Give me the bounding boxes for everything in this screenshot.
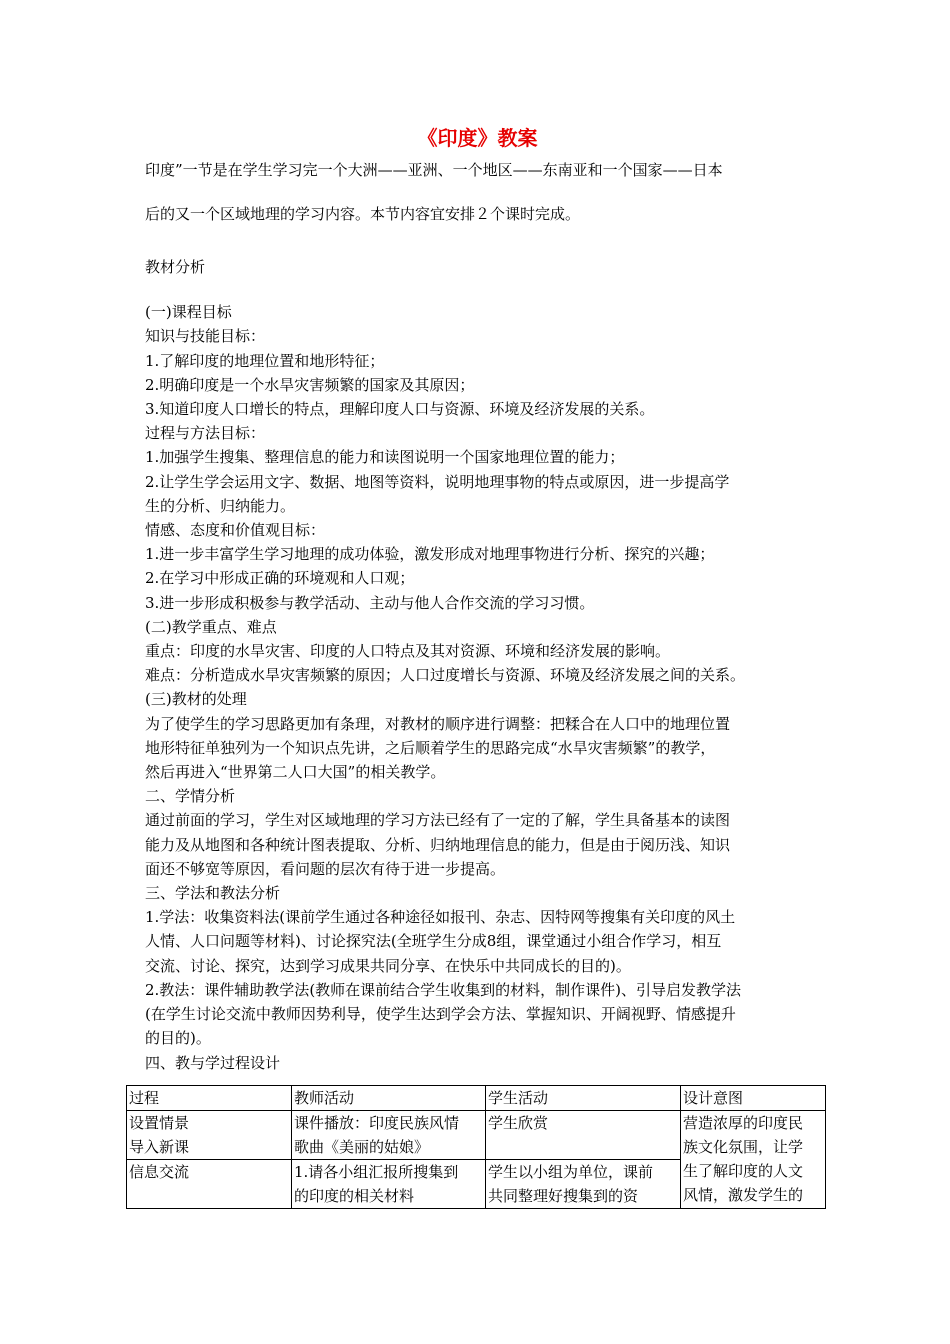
subsection-heading: (三)教材的处理 <box>145 690 247 709</box>
table-cell-process <box>127 1160 292 1209</box>
text-line: 人情、人口问题等材料)、讨论探究法(全班学生分成8组，课堂通过小组合作学习，相互 <box>145 932 722 951</box>
table-row <box>127 1111 826 1160</box>
text-line: 1.进一步丰富学生学习地理的成功体验，激发形成对地理事物进行分析、探究的兴趣； <box>145 545 715 564</box>
table-cell-student <box>486 1160 681 1209</box>
cell-line: 学生以小组为单位，课前 <box>488 1163 654 1181</box>
table-header-cell: 学生活动 <box>486 1086 681 1111</box>
text-line: 重点：印度的水旱灾害、印度的人口特点及其对资源、环境和经济发展的影响。 <box>145 642 671 661</box>
cell-line: 生了解印度的人文 <box>683 1162 804 1180</box>
text-line: 过程与方法目标： <box>145 424 266 443</box>
text-line: 交流、讨论、探究，达到学习成果共同分享、在快乐中共同成长的目的)。 <box>145 956 631 975</box>
cell-line: 课件播放：印度民族风情 <box>294 1114 460 1132</box>
intro-line: 后的又一个区域地理的学习内容。本节内容宜安排２个课时完成。 <box>145 205 581 223</box>
cell-line: 营造浓厚的印度民 <box>683 1114 804 1132</box>
text-line: 地形特征单独列为一个知识点先讲，之后顺着学生的思路完成“水旱灾害频繁”的教学， <box>145 738 716 757</box>
cell-line: 族文化氛围，让学 <box>683 1138 804 1156</box>
cell-line: 的印度的相关材料 <box>294 1187 415 1205</box>
table-cell-process <box>127 1111 292 1160</box>
text-line: 2.明确印度是一个水旱灾害频繁的国家及其原因； <box>145 375 475 394</box>
text-line: 然后再进入“世界第二人口大国”的相关教学。 <box>145 763 446 782</box>
text-line: 面还不够宽等原因，看问题的层次有待于进一步提高。 <box>145 859 506 878</box>
text-line: 为了使学生的学习思路更加有条理，对教材的顺序进行调整：把糅合在人口中的地理位置 <box>145 714 731 733</box>
spacer <box>145 279 810 300</box>
text-line: 难点：分析造成水旱灾害频繁的原因；人口过度增长与资源、环境及经济发展之间的关系。 <box>145 666 746 685</box>
document-body <box>145 255 810 1075</box>
section-heading: 教材分析 <box>145 258 206 276</box>
table-cell-teacher <box>292 1111 486 1160</box>
section-heading: 四、教与学过程设计 <box>145 1053 281 1072</box>
table-header-row <box>127 1086 826 1111</box>
text-line: 的目的)。 <box>145 1029 211 1048</box>
cell-line: 导入新课 <box>129 1138 190 1156</box>
cell-line: 风情，激发学生的 <box>683 1186 804 1204</box>
text-line: 知识与技能目标： <box>145 327 266 346</box>
table-header-cell: 设计意图 <box>681 1086 826 1111</box>
subsection-heading: (二)教学重点、难点 <box>145 617 277 636</box>
section-heading: 二、学情分析 <box>145 787 236 806</box>
table-header-cell: 过程 <box>127 1086 292 1111</box>
cell-line: 学生欣赏 <box>488 1114 549 1132</box>
cell-line: 1.请各小组汇报所搜集到 <box>294 1163 459 1181</box>
table-cell-intent <box>681 1111 826 1209</box>
section-heading: 三、学法和教法分析 <box>145 884 281 903</box>
text-line: 2.在学习中形成正确的环境观和人口观； <box>145 569 415 588</box>
intro-line: 印度”一节是在学生学习完一个大洲——亚洲、一个地区——东南亚和一个国家——日本 <box>145 161 723 179</box>
text-line: 1.学法：收集资料法(课前学生通过各种途径如报刊、杂志、因特网等搜集有关印度的风土 <box>145 908 736 927</box>
table-header-cell: 教师活动 <box>292 1086 486 1111</box>
text-line: 2.教法：课件辅助教学法(教师在课前结合学生收集到的材料，制作课件)、引导启发教学法 <box>145 980 742 999</box>
text-line: (在学生讨论交流中教师因势利导，使学生达到学会方法、掌握知识、开阔视野、情感提升 <box>145 1005 736 1024</box>
text-line: 3.进一步形成积极参与教学活动、主动与他人合作交流的学习习惯。 <box>145 593 595 612</box>
cell-line: 歌曲《美丽的姑娘》 <box>294 1138 430 1156</box>
text-line: 2.让学生学会运用文字、数据、地图等资料，说明地理事物的特点或原因，进一步提高学 <box>145 472 730 491</box>
text-line: 1.加强学生搜集、整理信息的能力和读图说明一个国家地理位置的能力； <box>145 448 625 467</box>
process-design-table <box>126 1085 826 1209</box>
text-line: 情感、态度和价值观目标： <box>145 521 326 540</box>
text-line: 通过前面的学习，学生对区域地理的学习方法已经有了一定的了解，学生具备基本的读图 <box>145 811 731 830</box>
intro-paragraph <box>145 148 810 236</box>
cell-line: 信息交流 <box>129 1163 190 1181</box>
table-cell-teacher <box>292 1160 486 1209</box>
cell-line: 设置情景 <box>129 1114 190 1132</box>
text-line: 1.了解印度的地理位置和地形特征； <box>145 351 385 370</box>
text-line: 能力及从地图和各种统计图表提取、分析、归纳地理信息的能力，但是由于阅历浅、知识 <box>145 835 731 854</box>
text-line: 3.知道印度人口增长的特点，理解印度人口与资源、环境及经济发展的关系。 <box>145 400 655 419</box>
subsection-heading: (一)课程目标 <box>145 303 232 322</box>
document-title: 《印度》教案 <box>417 126 538 150</box>
cell-line: 共同整理好搜集到的资 <box>488 1187 639 1205</box>
text-line: 生的分析、归纳能力。 <box>145 496 296 515</box>
table-cell-student <box>486 1111 681 1160</box>
